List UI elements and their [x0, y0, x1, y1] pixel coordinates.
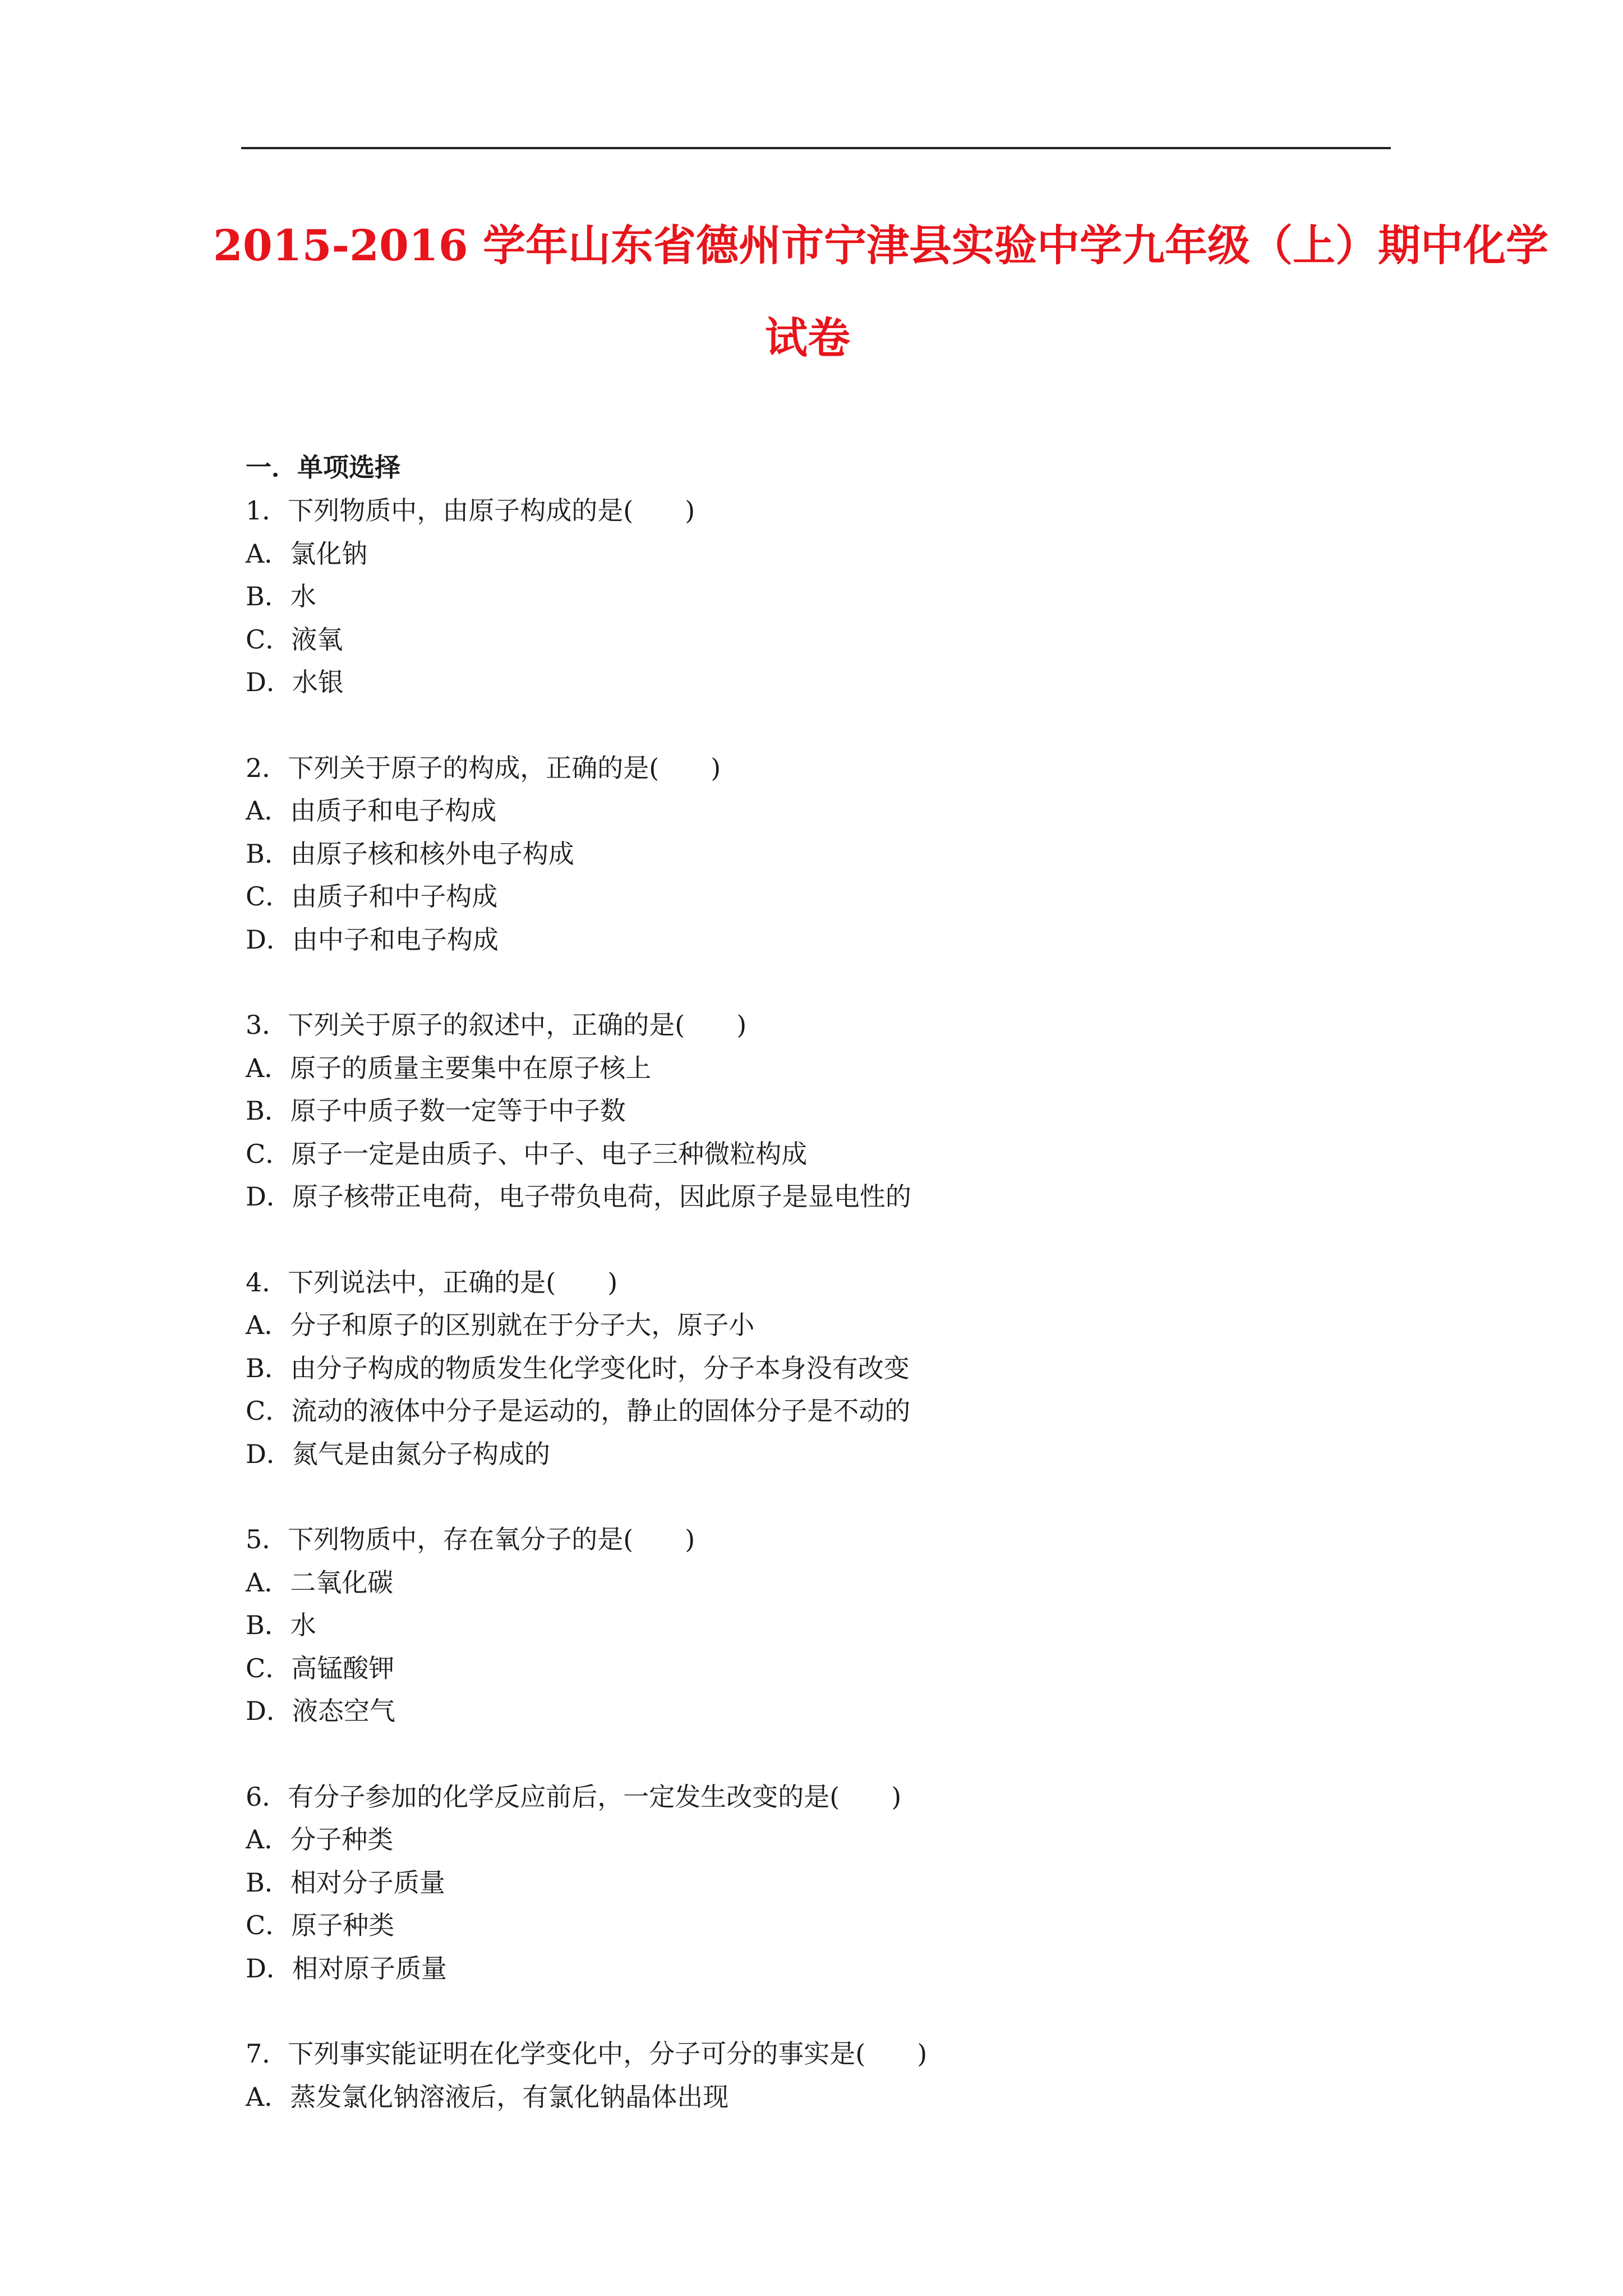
question-5 [246, 1518, 1395, 1733]
option-b: B．原子中质子数一定等于中子数 [246, 1096, 626, 1126]
option-c: C．高锰酸钾 [246, 1653, 395, 1683]
question-stem: 3．下列关于原子的叙述中，正确的是( ) [246, 1010, 747, 1040]
option-a: A．原子的质量主要集中在原子核上 [246, 1052, 652, 1083]
header-rule [241, 147, 1391, 149]
question-stem: 6．有分子参加的化学反应前后，一定发生改变的是( ) [246, 1781, 902, 1812]
option-b: B．水 [246, 1610, 316, 1640]
question-7 [246, 2032, 1395, 2118]
question-2 [246, 747, 1395, 961]
option-c: C．由质子和中子构成 [246, 881, 498, 912]
option-a: A．蒸发氯化钠溶液后，有氯化钠晶体出现 [246, 2081, 729, 2112]
question-6 [246, 1775, 1395, 1990]
option-a: A．氯化钠 [246, 538, 368, 569]
question-3 [246, 1004, 1395, 1218]
option-d: D．原子核带正电荷，电子带负电荷，因此原子是显电性的 [246, 1181, 911, 1212]
question-stem: 5．下列物质中，存在氧分子的是( ) [246, 1524, 695, 1554]
option-d: D．液态空气 [246, 1696, 395, 1726]
option-d: D．相对原子质量 [246, 1953, 447, 1984]
exam-content [246, 446, 1395, 2118]
option-b: B．由原子核和核外电子构成 [246, 838, 574, 869]
option-c: C．液氧 [246, 624, 343, 655]
option-c: C．原子种类 [246, 1910, 395, 1940]
question-1 [246, 489, 1395, 704]
option-b: B．相对分子质量 [246, 1867, 445, 1898]
option-b: B．由分子构成的物质发生化学变化时，分子本身没有改变 [246, 1352, 910, 1383]
option-b: B．水 [246, 581, 316, 611]
option-a: A．二氧化碳 [246, 1567, 394, 1598]
option-d: D．氮气是由氮分子构成的 [246, 1438, 550, 1469]
option-a: A．分子种类 [246, 1824, 394, 1855]
option-a: A．由质子和电子构成 [246, 795, 497, 826]
option-c: C．流动的液体中分子是运动的，静止的固体分子是不动的 [246, 1396, 911, 1426]
question-4 [246, 1261, 1395, 1476]
question-stem: 4．下列说法中，正确的是( ) [246, 1267, 618, 1297]
option-c: C．原子一定是由质子、中子、电子三种微粒构成 [246, 1138, 808, 1169]
exam-title-line-2: 试卷 [765, 313, 850, 363]
section-title: 一．单项选择 [246, 452, 400, 482]
option-d: D．由中子和电子构成 [246, 924, 499, 955]
question-stem: 1．下列物质中，由原子构成的是( ) [246, 495, 695, 526]
question-stem: 7．下列事实能证明在化学变化中，分子可分的事实是( ) [246, 2039, 928, 2069]
question-stem: 2．下列关于原子的构成，正确的是( ) [246, 752, 721, 783]
exam-title-line-1: 2015-2016 学年山东省德州市宁津县实验中学九年级（上）期中化学 [213, 220, 1549, 270]
option-a: A．分子和原子的区别就在于分子大，原子小 [246, 1310, 755, 1340]
option-d: D．水银 [246, 667, 344, 697]
